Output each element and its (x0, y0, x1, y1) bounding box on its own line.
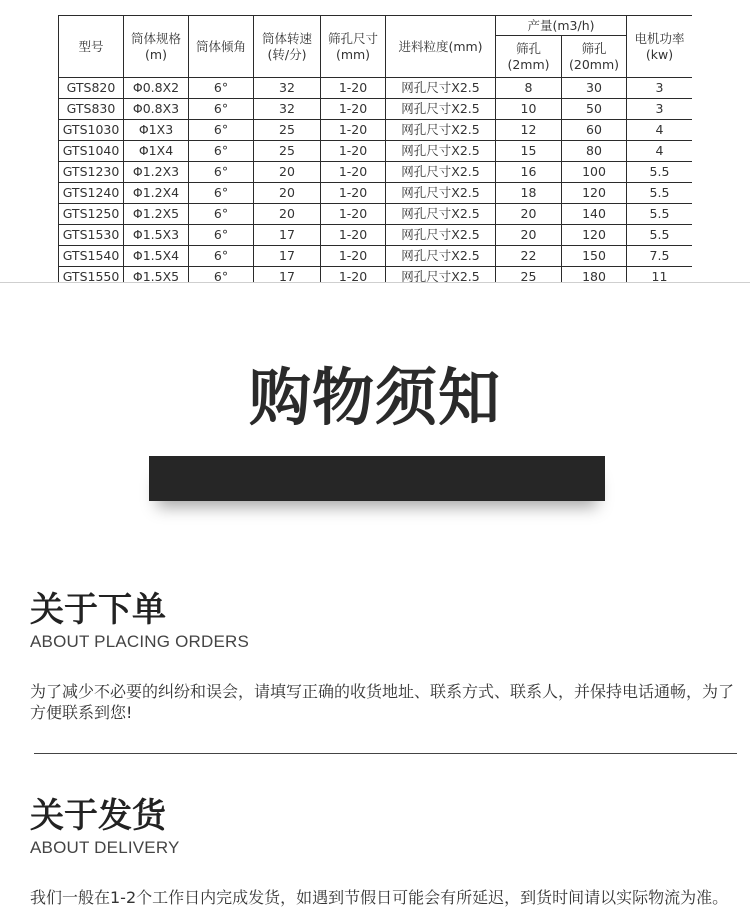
cell-mesh-size: 1-20 (321, 246, 386, 267)
cell-power: 11 (627, 267, 693, 283)
delivery-title: 关于发货 (30, 796, 166, 836)
header-output-2mm: 筛孔 (2mm) (496, 36, 562, 78)
section-divider (34, 753, 737, 754)
table-row (59, 141, 693, 162)
cell-drum-angle: 6° (189, 183, 254, 204)
cell-drum-speed: 20 (254, 162, 321, 183)
cell-mesh-size: 1-20 (321, 183, 386, 204)
table-row (59, 78, 693, 99)
header-mesh-size: 筛孔尺寸 (mm) (321, 16, 386, 78)
header-model: 型号 (59, 16, 124, 78)
cell-mesh-size: 1-20 (321, 141, 386, 162)
cell-model: GTS1240 (59, 183, 124, 204)
cell-drum-spec: Φ1.2X3 (124, 162, 189, 183)
cell-mesh-size: 1-20 (321, 162, 386, 183)
cell-output-2mm: 8 (496, 78, 562, 99)
cell-model: GTS1250 (59, 204, 124, 225)
table-row (59, 120, 693, 141)
cell-feed-size: 网孔尺寸X2.5 (386, 120, 496, 141)
cell-model: GTS1040 (59, 141, 124, 162)
cell-output-2mm: 25 (496, 267, 562, 283)
table-row (59, 183, 693, 204)
cell-drum-angle: 6° (189, 120, 254, 141)
cell-model: GTS830 (59, 99, 124, 120)
cell-model: GTS820 (59, 78, 124, 99)
cell-output-20mm: 140 (562, 204, 627, 225)
header-output: 产量(m3/h) (496, 16, 627, 36)
cell-mesh-size: 1-20 (321, 78, 386, 99)
cell-power: 5.5 (627, 162, 693, 183)
cell-output-20mm: 100 (562, 162, 627, 183)
cell-power: 4 (627, 120, 693, 141)
cell-drum-speed: 32 (254, 78, 321, 99)
cell-drum-angle: 6° (189, 141, 254, 162)
cell-drum-angle: 6° (189, 267, 254, 283)
cell-drum-angle: 6° (189, 204, 254, 225)
cell-power: 3 (627, 78, 693, 99)
cell-drum-angle: 6° (189, 78, 254, 99)
cell-model: GTS1550 (59, 267, 124, 283)
cell-drum-speed: 25 (254, 141, 321, 162)
orders-section (30, 590, 735, 722)
header-drum-speed: 筒体转速 (转/分) (254, 16, 321, 78)
cell-mesh-size: 1-20 (321, 99, 386, 120)
cell-output-2mm: 15 (496, 141, 562, 162)
cell-power: 5.5 (627, 225, 693, 246)
cell-power: 7.5 (627, 246, 693, 267)
cell-model: GTS1530 (59, 225, 124, 246)
table-row (59, 225, 693, 246)
cell-output-20mm: 80 (562, 141, 627, 162)
cell-output-2mm: 10 (496, 99, 562, 120)
orders-title: 关于下单 (30, 590, 166, 630)
cell-drum-angle: 6° (189, 99, 254, 120)
orders-subtitle: ABOUT PLACING ORDERS (30, 632, 250, 651)
cell-output-20mm: 50 (562, 99, 627, 120)
cell-model: GTS1540 (59, 246, 124, 267)
divider (0, 282, 750, 283)
cell-mesh-size: 1-20 (321, 120, 386, 141)
header-output-20mm: 筛孔 (20mm) (562, 36, 627, 78)
cell-feed-size: 网孔尺寸X2.5 (386, 267, 496, 283)
cell-feed-size: 网孔尺寸X2.5 (386, 225, 496, 246)
cell-drum-speed: 20 (254, 204, 321, 225)
section-title: 购物须知 (248, 361, 501, 434)
cell-drum-spec: Φ1.5X4 (124, 246, 189, 267)
orders-text: 为了减少不必要的纠纷和误会，请填写正确的收货地址、联系方式、联系人，并保持电话通畅，为了方便联系到您! (30, 682, 735, 722)
header-drum-spec: 筒体规格 (m) (124, 16, 189, 78)
cell-output-20mm: 120 (562, 183, 627, 204)
cell-power: 5.5 (627, 183, 693, 204)
cell-output-20mm: 30 (562, 78, 627, 99)
cell-output-2mm: 20 (496, 204, 562, 225)
cell-drum-spec: Φ1X4 (124, 141, 189, 162)
cell-drum-spec: Φ0.8X2 (124, 78, 189, 99)
cell-drum-spec: Φ1.2X4 (124, 183, 189, 204)
table-row (59, 267, 693, 283)
cell-feed-size: 网孔尺寸X2.5 (386, 162, 496, 183)
cell-drum-angle: 6° (189, 225, 254, 246)
cell-feed-size: 网孔尺寸X2.5 (386, 246, 496, 267)
cell-drum-speed: 32 (254, 99, 321, 120)
cell-power: 4 (627, 141, 693, 162)
cell-drum-speed: 20 (254, 183, 321, 204)
cell-drum-spec: Φ1X3 (124, 120, 189, 141)
cell-model: GTS1230 (59, 162, 124, 183)
cell-drum-speed: 17 (254, 246, 321, 267)
cell-mesh-size: 1-20 (321, 204, 386, 225)
delivery-section (30, 796, 730, 907)
cell-drum-spec: Φ1.2X5 (124, 204, 189, 225)
cell-output-20mm: 150 (562, 246, 627, 267)
cell-feed-size: 网孔尺寸X2.5 (386, 183, 496, 204)
table-row (59, 204, 693, 225)
cell-output-2mm: 16 (496, 162, 562, 183)
cell-model: GTS1030 (59, 120, 124, 141)
cell-feed-size: 网孔尺寸X2.5 (386, 99, 496, 120)
cell-feed-size: 网孔尺寸X2.5 (386, 204, 496, 225)
cell-output-20mm: 180 (562, 267, 627, 283)
delivery-subtitle: ABOUT DELIVERY (30, 838, 180, 857)
cell-drum-spec: Φ1.5X3 (124, 225, 189, 246)
cell-drum-spec: Φ0.8X3 (124, 99, 189, 120)
spec-table-body (59, 78, 693, 283)
header-power: 电机功率 (kw) (627, 16, 693, 78)
cell-drum-speed: 17 (254, 225, 321, 246)
title-decoration-bar (149, 456, 605, 501)
delivery-text: 我们一般在1-2个工作日内完成发货，如遇到节假日可能会有所延迟，到货时间请以实际物流为准。 (30, 888, 729, 907)
table-row (59, 99, 693, 120)
cell-drum-angle: 6° (189, 246, 254, 267)
header-drum-angle: 筒体倾角 (189, 16, 254, 78)
spec-table (58, 15, 692, 282)
cell-output-20mm: 60 (562, 120, 627, 141)
header-feed-size: 进料粒度(mm) (386, 16, 496, 78)
cell-output-2mm: 12 (496, 120, 562, 141)
cell-feed-size: 网孔尺寸X2.5 (386, 141, 496, 162)
cell-drum-spec: Φ1.5X5 (124, 267, 189, 283)
cell-power: 5.5 (627, 204, 693, 225)
cell-drum-speed: 25 (254, 120, 321, 141)
cell-mesh-size: 1-20 (321, 225, 386, 246)
cell-drum-speed: 17 (254, 267, 321, 283)
cell-output-20mm: 120 (562, 225, 627, 246)
table-row (59, 246, 693, 267)
cell-output-2mm: 18 (496, 183, 562, 204)
spec-table-container (58, 15, 692, 282)
cell-mesh-size: 1-20 (321, 267, 386, 283)
cell-output-2mm: 20 (496, 225, 562, 246)
table-row (59, 162, 693, 183)
cell-output-2mm: 22 (496, 246, 562, 267)
cell-feed-size: 网孔尺寸X2.5 (386, 78, 496, 99)
cell-drum-angle: 6° (189, 162, 254, 183)
cell-power: 3 (627, 99, 693, 120)
